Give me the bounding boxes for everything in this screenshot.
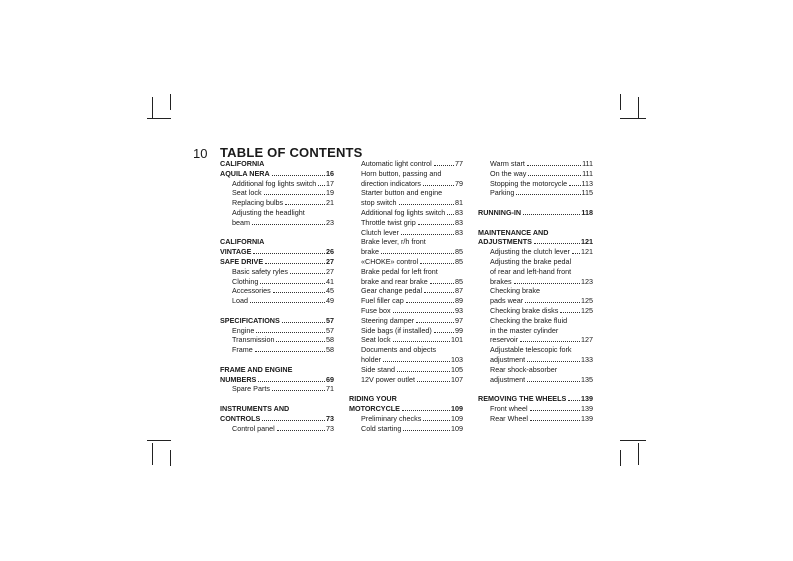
toc-leader-dots [420,263,454,264]
toc-leader-dots [514,283,580,284]
toc-page-number: 71 [326,384,334,394]
toc-entry-text: adjustment [490,374,526,384]
toc-entry-text: RIDING YOUR [349,394,397,404]
toc-page-number: 105 [451,364,463,374]
toc-entry-text: Basic safety ryles [232,266,288,276]
toc-entry-text: Brake pedal for left front [361,266,438,276]
toc-entry-text: Checking the brake fluid [490,315,568,325]
toc-entry-text: Checking brake [490,286,540,296]
toc-entry-text: NUMBERS [220,374,257,384]
toc-entry-text: Side stand [361,364,395,374]
toc-page-number: 41 [326,276,334,286]
toc-leader-dots [418,224,454,225]
toc-entry[interactable] [220,424,334,434]
toc-section-heading[interactable] [478,228,593,238]
toc-leader-dots [393,341,450,342]
toc-section-heading[interactable] [478,394,593,404]
toc-leader-dots [258,381,325,382]
toc-page-number: 87 [455,286,463,296]
toc-leader-dots [402,410,450,411]
toc-entry[interactable] [478,277,593,287]
toc-page-number: 85 [455,247,463,257]
toc-entry-text: Seat lock [232,188,262,198]
toc-entry-text: adjustment [490,354,526,364]
toc-spacer [220,394,334,404]
toc-page-number: 118 [581,207,593,217]
toc-page-number: 57 [326,315,334,325]
toc-entry[interactable] [478,316,593,326]
toc-page-number: 109 [451,403,463,413]
toc-page-number: 109 [451,413,463,423]
toc-entry[interactable] [349,228,463,238]
toc-entry[interactable] [220,286,334,296]
toc-page-number: 99 [455,325,463,335]
toc-page-number: 115 [581,188,593,198]
toc-leader-dots [528,175,581,176]
toc-entry[interactable] [349,335,463,345]
toc-page-number: 45 [326,286,334,296]
toc-entry[interactable] [478,326,593,336]
toc-entry-text: Warm start [490,159,525,168]
toc-leader-dots [282,322,325,323]
toc-entry[interactable] [478,169,593,179]
toc-leader-dots [423,185,454,186]
toc-entry[interactable] [349,208,463,218]
toc-entry-text: CONTROLS [220,413,261,423]
toc-entry[interactable] [349,169,463,179]
toc-entry[interactable] [478,247,593,257]
toc-page-number: 83 [455,207,463,217]
toc-entry-text: Front wheel [490,403,528,413]
toc-leader-dots [318,185,325,186]
toc-entry[interactable] [478,375,593,385]
toc-leader-dots [290,273,325,274]
toc-entry[interactable] [220,267,334,277]
toc-entry[interactable] [349,257,463,267]
toc-page-number: 26 [326,247,334,257]
toc-entry-text: Adjusting the brake pedal [490,256,572,266]
toc-column-1 [220,159,334,433]
toc-leader-dots [399,204,454,205]
toc-leader-dots [277,430,325,431]
toc-leader-dots [401,234,454,235]
toc-page-number: 121 [581,237,593,247]
toc-entry-text: Checking brake disks [490,305,559,315]
toc-page-number: 93 [455,305,463,315]
toc-entry-text: MAINTENANCE AND [478,227,549,237]
toc-leader-dots [434,332,454,333]
toc-entry-text: Automatic light control [361,159,432,168]
toc-spacer [478,218,593,228]
toc-leader-dots [406,302,454,303]
toc-entry[interactable] [220,296,334,306]
toc-page-number: 21 [326,198,334,208]
toc-section-heading[interactable] [220,247,334,257]
toc-entry-text: Accessories [232,286,271,296]
toc-section-heading[interactable] [220,375,334,385]
toc-entry-text: FRAME AND ENGINE [220,364,293,374]
toc-section-heading[interactable] [478,208,593,218]
toc-entry-text: brake [361,247,379,257]
toc-entry[interactable] [220,277,334,287]
toc-entry-text: Steering damper [361,315,415,325]
toc-page-number: 139 [581,394,593,404]
toc-leader-dots [523,214,580,215]
toc-leader-dots [381,253,454,254]
toc-entry-text: CALIFORNIA [220,159,265,168]
toc-leader-dots [272,390,325,391]
toc-page-number: 57 [326,325,334,335]
toc-leader-dots [285,204,325,205]
toc-leader-dots [397,371,450,372]
toc-leader-dots [525,302,580,303]
toc-entry[interactable] [478,296,593,306]
toc-page-number: 27 [326,266,334,276]
toc-entry[interactable] [349,159,463,169]
toc-page-number: 101 [451,335,463,345]
toc-leader-dots [256,332,325,333]
toc-entry[interactable] [478,355,593,365]
toc-entry-text: Spare Parts [232,384,270,394]
toc-entry-text: Adjusting the headlight [232,207,305,217]
toc-leader-dots [560,312,580,313]
toc-page-number: 125 [581,296,593,306]
toc-leader-dots [569,185,580,186]
toc-page-number: 58 [326,345,334,355]
toc-entry[interactable] [349,414,463,424]
toc-entry[interactable] [349,424,463,434]
toc-spacer [349,384,463,394]
toc-page-number: 85 [455,276,463,286]
toc-section-heading[interactable] [349,394,463,404]
toc-page-number: 111 [582,159,593,168]
toc-entry-text: Clutch lever [361,227,399,237]
toc-leader-dots [416,322,454,323]
toc-page-number: 133 [581,354,593,364]
toc-entry[interactable] [349,286,463,296]
toc-entry-text: Engine [232,325,255,335]
toc-page-number: 113 [581,178,593,188]
toc-leader-dots [516,194,580,195]
toc-entry-text: Throttle twist grip [361,217,416,227]
toc-entry-text: Control panel [232,423,275,433]
toc-entry[interactable] [220,198,334,208]
toc-page-number: 139 [581,403,593,413]
toc-leader-dots [434,165,454,166]
toc-leader-dots [430,283,454,284]
toc-entry[interactable] [220,179,334,189]
toc-entry[interactable] [349,247,463,257]
toc-entry-text: VINTAGE [220,247,252,257]
toc-entry-text: Adjustable telescopic fork [490,345,572,355]
toc-page-number: 111 [582,168,593,178]
toc-page-number: 121 [581,247,593,257]
toc-page-number: 97 [455,315,463,325]
toc-spacer [478,198,593,208]
toc-spacer [478,384,593,394]
toc-entry[interactable] [349,179,463,189]
toc-page-number: 103 [451,354,463,364]
toc-entry[interactable] [478,414,593,424]
toc-leader-dots [423,420,450,421]
toc-section-heading[interactable] [220,257,334,267]
toc-entry-text: Clothing [232,276,259,286]
toc-leader-dots [255,351,325,352]
toc-entry-text: Stopping the motorcycle [490,178,568,188]
toc-entry-text: direction indicators [361,178,421,188]
toc-entry-text: Rear Wheel [490,413,528,423]
toc-entry-text: holder [361,354,381,364]
toc-entry[interactable] [349,355,463,365]
toc-entry-text: brakes [490,276,512,286]
toc-leader-dots [273,292,325,293]
toc-page-number: 23 [326,217,334,227]
toc-page-number: 77 [455,159,463,168]
toc-entry-text: «CHOKE» control [361,256,419,266]
toc-section-heading[interactable] [478,237,593,247]
toc-entry-text: REMOVING THE WHEELS [478,394,567,404]
toc-leader-dots [260,283,325,284]
toc-entry[interactable] [349,296,463,306]
toc-section-heading[interactable] [220,169,334,179]
toc-page-number: 127 [581,335,593,345]
toc-entry[interactable] [478,335,593,345]
toc-page-number: 19 [326,188,334,198]
toc-entry-text: Brake lever, r/h front [361,237,426,247]
toc-section-heading[interactable] [220,404,334,414]
toc-leader-dots [527,361,580,362]
toc-entry[interactable] [349,306,463,316]
toc-section-heading[interactable] [220,159,334,169]
toc-leader-dots [250,302,325,303]
toc-page-number: 58 [326,335,334,345]
toc-leader-dots [393,312,454,313]
toc-entry[interactable] [220,188,334,198]
page-title: TABLE OF CONTENTS [220,145,363,160]
toc-entry[interactable] [478,345,593,355]
toc-entry-text: ADJUSTMENTS [478,237,532,247]
toc-leader-dots [252,224,325,225]
toc-spacer [220,228,334,238]
toc-page-number: 85 [455,256,463,266]
toc-leader-dots [253,253,325,254]
toc-section-heading[interactable] [220,365,334,375]
toc-entry[interactable] [478,365,593,375]
toc-entry[interactable] [478,306,593,316]
toc-entry[interactable] [220,326,334,336]
toc-entry-text: Adjusting the clutch lever [490,247,570,257]
toc-entry-text: MOTORCYCLE [349,403,400,413]
toc-leader-dots [447,214,454,215]
toc-spacer [220,306,334,316]
toc-page-number: 89 [455,296,463,306]
toc-leader-dots [262,420,325,421]
toc-entry-text: Seat lock [361,335,391,345]
toc-entry[interactable] [478,159,593,169]
toc-entry-text: Additional fog lights switch [361,207,446,217]
toc-entry[interactable] [220,384,334,394]
toc-leader-dots [417,381,450,382]
toc-entry-text: beam [232,217,250,227]
toc-entry[interactable] [349,375,463,385]
toc-entry-text: 12V power outlet [361,374,415,384]
toc-section-heading[interactable] [220,237,334,247]
toc-leader-dots [534,243,580,244]
toc-entry[interactable] [349,218,463,228]
toc-leader-dots [383,361,450,362]
toc-page-number: 69 [326,374,334,384]
toc-entry-text: Replacing bulbs [232,198,284,208]
toc-leader-dots [272,175,325,176]
toc-page-number: 83 [455,227,463,237]
toc-entry[interactable] [349,267,463,277]
toc-entry[interactable] [478,404,593,414]
toc-page-number: 123 [581,276,593,286]
toc-entry[interactable] [349,316,463,326]
toc-entry-text: Fuse box [361,305,391,315]
toc-entry[interactable] [478,257,593,267]
toc-entry[interactable] [478,286,593,296]
toc-entry-text: SPECIFICATIONS [220,315,280,325]
toc-entry-text: stop switch [361,198,397,208]
toc-entry-text: Transmission [232,335,275,345]
toc-spacer [220,355,334,365]
toc-entry-text: On the way [490,168,527,178]
toc-page-number: 125 [581,305,593,315]
toc-entry[interactable] [349,326,463,336]
toc-entry-text: Cold starting [361,423,402,433]
toc-leader-dots [527,165,581,166]
toc-page-number: 107 [451,374,463,384]
toc-entry-text: Rear shock-absorber [490,364,558,374]
toc-entry[interactable] [220,335,334,345]
toc-page-number: 73 [326,413,334,423]
toc-entry-text: Fuel filler cap [361,296,404,306]
toc-leader-dots [520,341,580,342]
toc-page-number: 27 [326,256,334,266]
toc-entry-text: Parking [490,188,515,198]
toc-section-heading[interactable] [220,414,334,424]
toc-entry[interactable] [349,365,463,375]
toc-leader-dots [530,410,580,411]
toc-entry-text: Frame [232,345,253,355]
toc-entry-text: RUNNING-IN [478,207,522,217]
page-number: 10 [193,146,208,161]
toc-entry-text: AQUILA NERA [220,168,270,178]
toc-entry-text: Documents and objects [361,345,437,355]
toc-entry-text: Horn button, passing and [361,168,442,178]
toc-column-3 [478,159,593,424]
toc-leader-dots [264,194,325,195]
toc-entry[interactable] [220,218,334,228]
toc-page-number: 135 [581,374,593,384]
toc-entry[interactable] [349,277,463,287]
toc-entry[interactable] [220,345,334,355]
toc-page-number: 83 [455,217,463,227]
toc-entry-text: Starter button and engine [361,188,443,198]
toc-entry-text: Side bags (if installed) [361,325,432,335]
toc-leader-dots [527,381,580,382]
toc-entry[interactable] [478,179,593,189]
toc-page-number: 109 [451,423,463,433]
toc-page-number: 49 [326,296,334,306]
toc-page-number: 16 [326,168,334,178]
toc-page-number: 81 [455,198,463,208]
toc-entry-text: of rear and left-hand front [490,266,572,276]
toc-entry-text: reservoir [490,335,518,345]
toc-entry-text: INSTRUMENTS AND [220,403,290,413]
toc-entry-text: Additional fog lights switch [232,178,317,188]
toc-entry[interactable] [349,237,463,247]
toc-entry[interactable] [478,188,593,198]
toc-page-number: 79 [455,178,463,188]
toc-leader-dots [403,430,450,431]
toc-leader-dots [424,292,454,293]
toc-leader-dots [572,253,580,254]
toc-page-number: 139 [581,413,593,423]
toc-entry[interactable] [349,345,463,355]
toc-page-number: 17 [326,178,334,188]
toc-leader-dots [265,263,325,264]
toc-entry-text: pads wear [490,296,524,306]
toc-entry[interactable] [349,188,463,198]
toc-section-heading[interactable] [349,404,463,414]
toc-leader-dots [568,400,580,401]
toc-entry-text: Preliminary checks [361,413,422,423]
toc-leader-dots [530,420,580,421]
toc-entry-text: Load [232,296,248,306]
toc-entry[interactable] [478,267,593,277]
toc-entry-text: SAFE DRIVE [220,256,264,266]
toc-section-heading[interactable] [220,316,334,326]
toc-entry-text: CALIFORNIA [220,237,265,247]
toc-page-number: 73 [326,423,334,433]
toc-entry-text: Gear change pedal [361,286,423,296]
toc-entry-text: in the master cylinder [490,325,559,335]
toc-leader-dots [276,341,325,342]
toc-entry[interactable] [220,208,334,218]
toc-column-2 [349,159,463,433]
toc-entry-text: brake and rear brake [361,276,428,286]
toc-entry[interactable] [349,198,463,208]
